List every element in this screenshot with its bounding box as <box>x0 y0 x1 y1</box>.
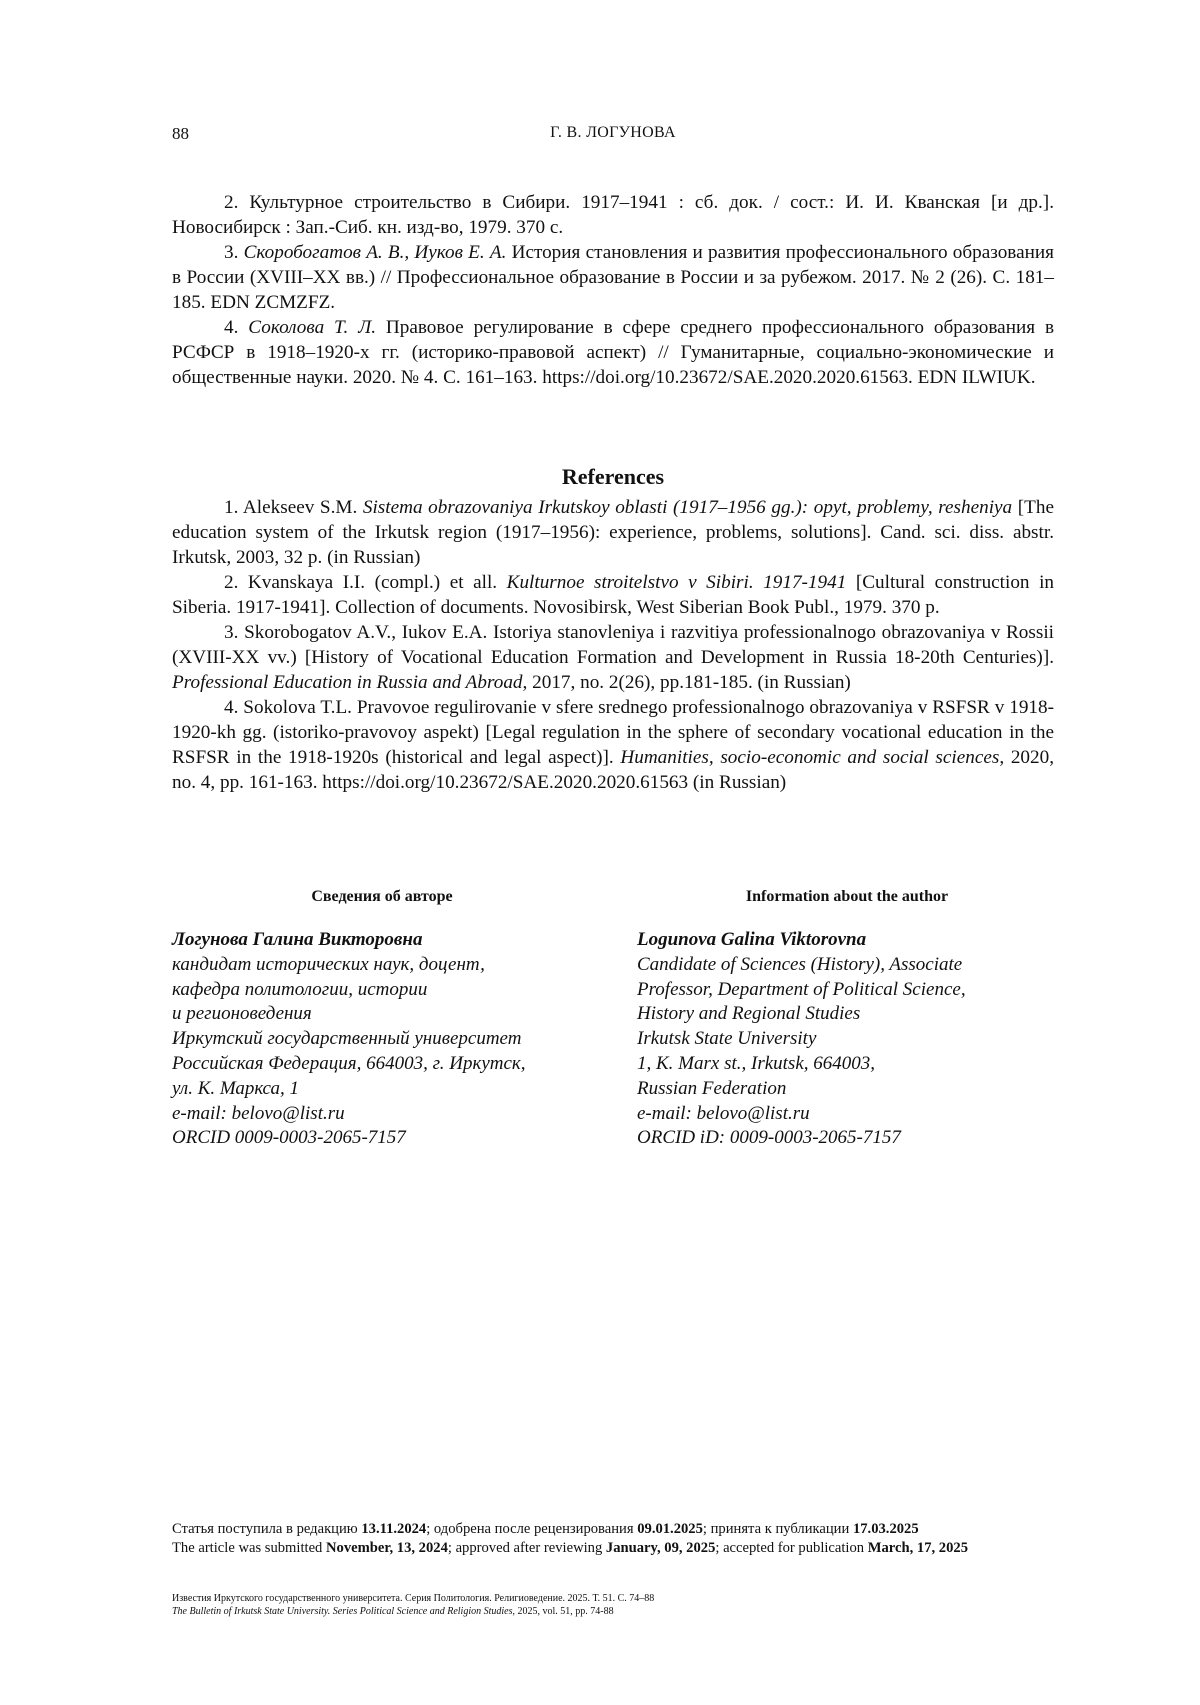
article-dates <box>172 1520 1054 1558</box>
author-info-heading: Information about the author <box>745 888 949 905</box>
article-dates-english: The article was submitted November, 13, 2024; approved after reviewing January, 09, 2025; accepted for publication March, 17, 2025 <box>172 1540 968 1556</box>
russian-reference-item: 2. Культурное строительство в Сибири. 1917–1941 : сб. док. / сост.: И. И. Кванская [и др.]. Новосибирск : Зап.-Сиб. кн. изд-во, 1979. 370 с. <box>172 192 1054 238</box>
references-heading: References <box>561 464 665 489</box>
russian-reference-list <box>172 190 1054 390</box>
author-email: e-mail: belovo@list.ru <box>172 1102 345 1124</box>
author-info-english <box>637 887 1057 1151</box>
running-head <box>172 124 1054 148</box>
references-section <box>172 464 1054 795</box>
author-department: и регионоведения <box>172 1003 312 1025</box>
page-number: 88 <box>172 124 189 143</box>
author-address: Российская Федерация, 664003, г. Иркутск, <box>172 1052 526 1074</box>
reference-item: 1. Alekseev S.M. Sistema obrazovaniya Irkutskoy oblasti (1917–1956 gg.): opyt, problemy, resheniya [The education system of the Irkutsk region (1917–1956): experience, problems, solutions]. Cand. sci. diss. abstr. Irkutsk, 2003, 32 p. (in Russian) <box>172 497 1054 568</box>
author-info-russian <box>172 887 592 1151</box>
author-orcid: ORCID 0009-0003-2065-7157 <box>172 1127 406 1149</box>
author-degree: кандидат исторических наук, доцент, <box>172 953 485 975</box>
author-name: Logunova Galina Viktorovna <box>637 929 867 950</box>
journal-citation <box>172 1592 1054 1618</box>
author-info-heading: Сведения об авторе <box>311 888 453 905</box>
journal-citation-english: The Bulletin of Irkutsk State University. Series Political Science and Religion Studies, 2025, vol. 51, pp. 74-88 <box>172 1606 614 1617</box>
russian-reference-item: 3. Скоробогатов А. В., Иуков Е. А. История становления и развития профессионального образования в России (XVIII–XX вв.) // Профессиональное образование в России и за рубежом. 2017. № 2 (26). С. 181–185. EDN ZCMZFZ. <box>172 242 1054 313</box>
author-address: Russian Federation <box>637 1077 787 1099</box>
author-department: Professor, Department of Political Science, <box>637 978 966 1000</box>
author-university: Irkutsk State University <box>637 1028 817 1050</box>
author-address: 1, K. Marx st., Irkutsk, 664003, <box>637 1052 876 1074</box>
author-orcid: ORCID iD: 0009-0003-2065-7157 <box>637 1127 901 1149</box>
reference-item: 4. Sokolova T.L. Pravovoe regulirovanie v sfere srednego professionalnogo obrazovaniya v RSFSR v 1918-1920-kh gg. (istoriko-pravovoy aspekt) [Legal regulation in the sphere of secondary vocational education in the RSFSR in the 1918-1920s (historical and legal aspect)]. Humanities, socio-economic and social sciences, 2020, no. 4, pp. 161-163. https://doi.org/10.23672/SAE.2020.2020.61563 (in Russian) <box>172 697 1054 793</box>
author-name: Логунова Галина Викторовна <box>172 929 423 950</box>
author-degree: Candidate of Sciences (History), Associate <box>637 953 963 975</box>
reference-item: 2. Kvanskaya I.I. (compl.) et all. Kulturnoe stroitelstvo v Sibiri. 1917-1941 [Cultural construction in Siberia. 1917-1941]. Collection of documents. Novosibirsk, West Siberian Book Publ., 1979. 370 p. <box>172 572 1054 618</box>
author-department: History and Regional Studies <box>637 1003 861 1025</box>
author-university: Иркутский государственный университет <box>172 1028 522 1050</box>
running-head-author: Г. В. ЛОГУНОВА <box>550 124 676 141</box>
author-department: кафедра политологии, истории <box>172 978 428 1000</box>
article-dates-russian: Статья поступила в редакцию 13.11.2024; одобрена после рецензирования 09.01.2025; принята к публикации 17.03.2025 <box>172 1521 919 1537</box>
reference-item: 3. Skorobogatov A.V., Iukov E.A. Istoriya stanovleniya i razvitiya professionalnogo obrazovaniya v Rossii (XVIII-XX vv.) [History of Vocational Education Formation and Development in Russia 18-20th Centuries)]. Professional Education in Russia and Abroad, 2017, no. 2(26), pp.181-185. (in Russian) <box>172 622 1054 693</box>
journal-citation-russian: Известия Иркутского государственного университета. Серия Политология. Религиоведение. 2025. Т. 51. С. 74–88 <box>172 1593 655 1604</box>
russian-reference-item: 4. Соколова Т. Л. Правовое регулирование в сфере среднего профессионального образования в РСФСР в 1918–1920-х гг. (историко-правовой аспект) // Гуманитарные, социально-экономические и общественные науки. 2020. № 4. С. 161–163. https://doi.org/10.23672/SAE.2020.2020.61563. EDN ILWIUK. <box>172 317 1055 388</box>
author-address: ул. К. Маркса, 1 <box>172 1077 299 1099</box>
document-page <box>172 0 1054 1705</box>
author-email: e-mail: belovo@list.ru <box>637 1102 810 1124</box>
